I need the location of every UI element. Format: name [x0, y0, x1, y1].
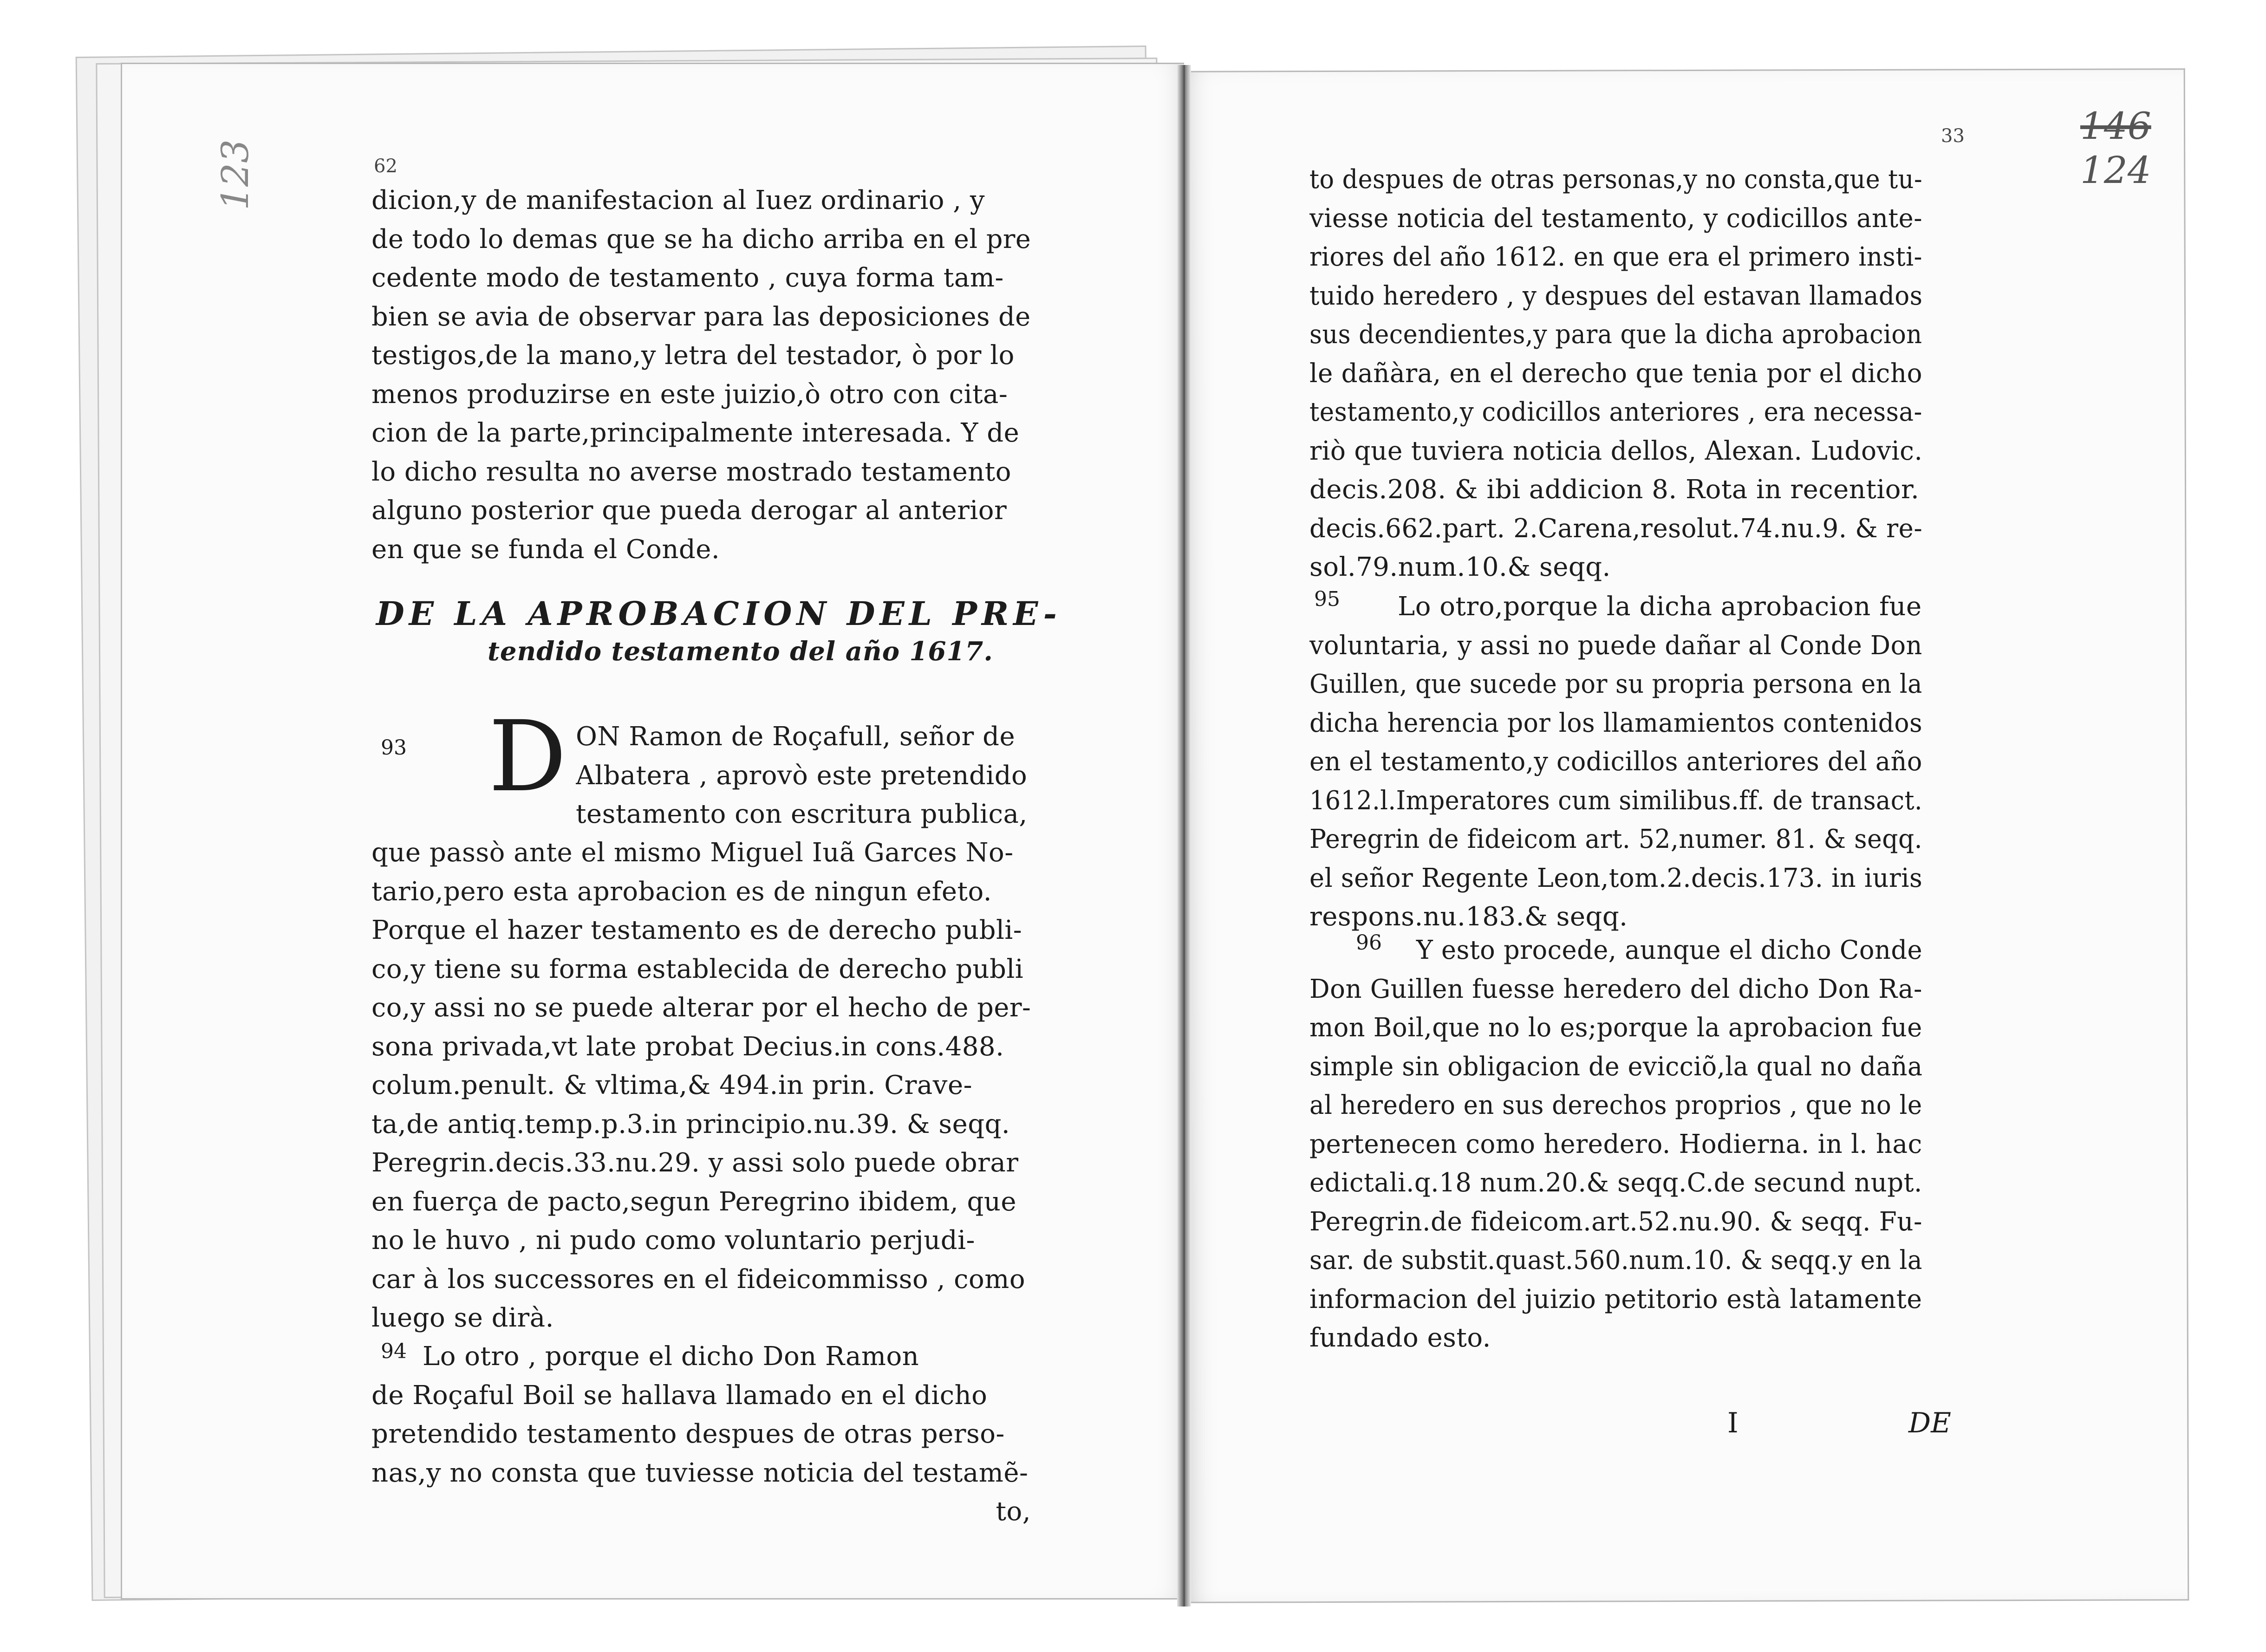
text-line: voluntaria, y assi no puede dañar al Conde Don — [1309, 630, 1922, 661]
section-heading-line1: DE LA APROBACION DEL PRE- — [376, 594, 1061, 633]
text-line: informacion del juizio petitorio està latamente — [1309, 1284, 1922, 1314]
paragraph-96-number: 96 — [1356, 931, 1382, 955]
text-line: Peregrin.de fideicom.art.52.nu.90. & seqq. Fu- — [1309, 1206, 1922, 1237]
text-line: al heredero en sus derechos proprios , que no le — [1309, 1090, 1922, 1120]
text-line: pretendido testamento despues de otras perso- — [371, 1419, 1005, 1449]
text-line: Peregrin.decis.33.nu.29. y assi solo puede obrar — [371, 1148, 1019, 1178]
text-line: sar. de substit.quast.560.num.10. & seqq.y en la — [1309, 1245, 1922, 1275]
text-line: to, — [996, 1496, 1031, 1527]
text-line: co,y tiene su forma establecida de derecho publi — [371, 954, 1024, 984]
text-line: tario,pero esta aprobacion es de ningun efeto. — [371, 876, 992, 907]
drop-cap: D — [488, 700, 567, 813]
signature-mark: I — [1727, 1407, 1739, 1439]
folio-number: 124 — [2080, 149, 2151, 192]
text-line: en que se funda el Conde. — [371, 534, 720, 565]
text-line: tuido heredero , y despues del estavan llamados — [1309, 280, 1922, 311]
paragraph-96-text — [1309, 931, 1922, 1358]
paragraph-94-text — [371, 1337, 1031, 1531]
book-gutter — [1177, 65, 1191, 1606]
right-page-number: 33 — [1941, 125, 1965, 147]
text-line: luego se dirà. — [371, 1303, 554, 1333]
paragraph-95-text — [1309, 587, 1922, 937]
text-line: testamento con escritura publica, — [576, 799, 1028, 829]
paragraph-93-text — [371, 833, 1031, 1338]
struck-folio-number: 146 — [2080, 104, 2151, 148]
text-line: decis.662.part. 2.Carena,resolut.74.nu.9. & re- — [1309, 513, 1922, 544]
text-line: Y esto procede, aunque el dicho Conde — [1416, 935, 1922, 965]
text-line: cedente modo de testamento , cuya forma tam- — [371, 263, 1004, 293]
text-line: de Roçaful Boil se hallava llamado en el dicho — [371, 1380, 988, 1411]
right-top-text — [1309, 160, 1922, 587]
text-line: to despues de otras personas,y no consta,que tu- — [1309, 164, 1922, 195]
text-line: bien se avia de observar para las deposiciones de — [371, 301, 1031, 332]
text-line: el señor Regente Leon,tom.2.decis.173. in iuris — [1309, 863, 1922, 893]
text-line: simple sin obligacion de evicciõ,la qual no daña — [1309, 1051, 1922, 1082]
text-line: sus decendientes,y para que la dicha aprobacion — [1309, 319, 1922, 350]
text-line: testigos,de la mano,y letra del testador, ò por lo — [371, 340, 1015, 371]
text-line: co,y assi no se puede alterar por el hecho de per- — [371, 993, 1031, 1023]
text-line: Peregrin de fideicom art. 52,numer. 81. & seqq. — [1309, 824, 1922, 854]
text-line: no le huvo , ni pudo como voluntario perjudi- — [371, 1225, 975, 1255]
text-line: sol.79.num.10.& seqq. — [1309, 552, 1611, 582]
text-line: fundado esto. — [1309, 1323, 1491, 1353]
text-line: viesse noticia del testamento, y codicillos ante- — [1309, 203, 1922, 234]
left-page-number: 62 — [374, 156, 397, 177]
text-line: decis.208. & ibi addicion 8. Rota in recentior. — [1309, 475, 1920, 505]
text-line: Guillen, que sucede por su propria persona en la — [1309, 669, 1922, 699]
text-line: sona privada,vt late probat Decius.in cons.488. — [371, 1031, 1004, 1062]
text-line: Lo otro,porque la dicha aprobacion fue — [1398, 592, 1922, 622]
text-line: ta,de antiq.temp.p.3.in principio.nu.39. & seqq. — [371, 1109, 1010, 1139]
text-line: menos produzirse en este juizio,ò otro con cita- — [371, 379, 1008, 410]
text-line: colum.penult. & vltima,& 494.in prin. Crave- — [371, 1070, 973, 1100]
text-line: mon Boil,que no lo es;porque la aprobacion fue — [1309, 1013, 1922, 1043]
text-line: pertenecen como heredero. Hodierna. in l. hac — [1309, 1129, 1922, 1159]
paragraph-93-number: 93 — [381, 736, 407, 760]
section-heading-line2: tendido testamento del año 1617. — [488, 636, 993, 667]
text-line: que passò ante el mismo Miguel Iuã Garces No- — [371, 838, 1014, 868]
text-line: testamento,y codicillos anteriores , era necessa- — [1309, 397, 1922, 427]
text-line: riò que tuviera noticia dellos, Alexan. Ludovic. — [1309, 436, 1922, 466]
text-line: car à los successores en el fideicommisso , como — [371, 1264, 1026, 1294]
text-line: ON Ramon de Roçafull, señor de — [576, 722, 1016, 752]
text-line: dicha herencia por los llamamientos contenidos — [1309, 708, 1922, 738]
text-line: Porque el hazer testamento es de derecho publi- — [371, 915, 1022, 945]
text-line: nas,y no consta que tuviesse noticia del testamẽ- — [371, 1457, 1029, 1488]
text-line: respons.nu.183.& seqq. — [1309, 902, 1628, 932]
text-line: Albatera , aprovò este pretendido — [576, 760, 1028, 791]
text-line: de todo lo demas que se ha dicho arriba en el pre — [371, 224, 1031, 254]
text-line: lo dicho resulta no averse mostrado testamento — [371, 456, 1012, 487]
pencil-folio-number: 123 — [213, 139, 257, 210]
text-line: alguno posterior que pueda derogar al anterior — [371, 495, 1007, 526]
text-line: cion de la parte,principalmente interesada. Y de — [371, 418, 1020, 448]
text-line: dicion,y de manifestacion al Iuez ordinario , y — [371, 185, 985, 215]
paragraph-95-number: 95 — [1314, 587, 1340, 611]
catchword: DE — [1908, 1407, 1951, 1439]
left-top-text — [371, 181, 1031, 569]
text-line: le dañàra, en el derecho que tenia por el dicho — [1309, 358, 1922, 389]
text-line: en el testamento,y codicillos anteriores del año — [1309, 747, 1922, 777]
text-line: Lo otro , porque el dicho Don Ramon — [423, 1341, 919, 1372]
text-line: 1612.l.Imperatores cum similibus.ff. de transact. — [1309, 785, 1922, 816]
paragraph-94-number: 94 — [381, 1340, 407, 1363]
text-line: riores del año 1612. en que era el primero insti- — [1309, 242, 1922, 272]
dropcap-lines — [576, 717, 1031, 834]
text-line: en fuerça de pacto,segun Peregrino ibidem, que — [371, 1186, 1017, 1217]
text-line: Don Guillen fuesse heredero del dicho Don Ra- — [1309, 974, 1922, 1004]
text-line: edictali.q.18 num.20.& seqq.C.de secund nupt. — [1309, 1168, 1922, 1198]
